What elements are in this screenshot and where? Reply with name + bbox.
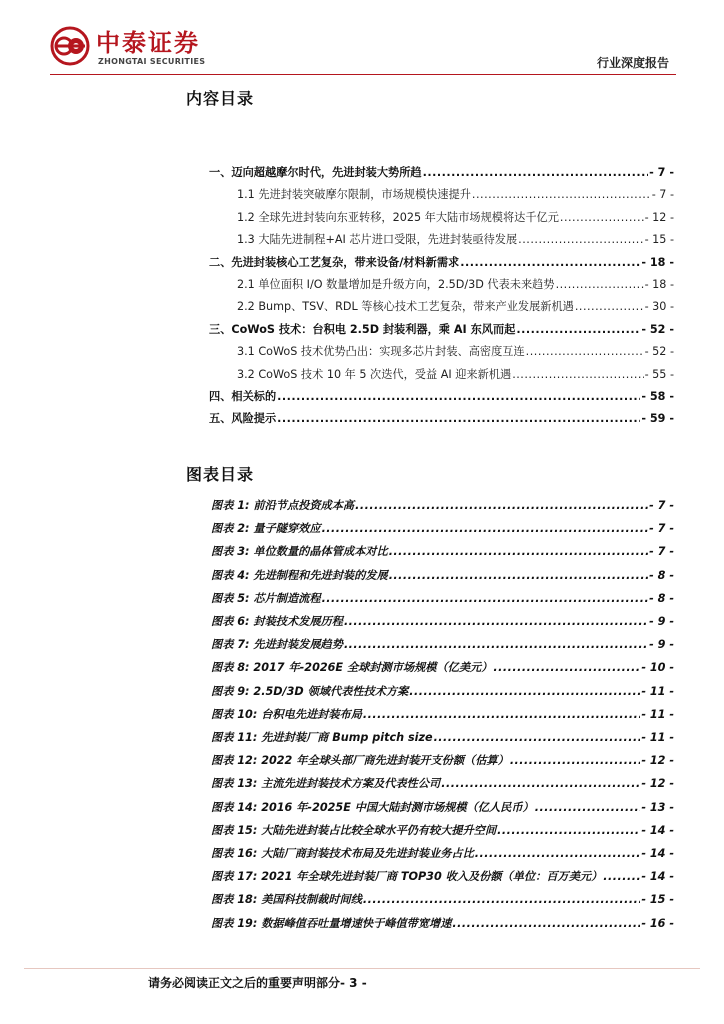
toc-entry-page: - 8 - bbox=[649, 568, 674, 582]
toc-chapter-entry[interactable] bbox=[209, 254, 674, 270]
toc-entry-label: 3.2 CoWoS 技术 10 年 5 次迭代，受益 AI 迎来新机遇 bbox=[237, 367, 512, 381]
toc-dot-leader bbox=[575, 300, 644, 313]
toc-entry-page: - 7 - bbox=[651, 188, 674, 202]
toc-entry-page: - 15 - bbox=[641, 893, 674, 907]
toc-dot-leader bbox=[277, 412, 640, 425]
page-header bbox=[0, 0, 724, 80]
figure-list-entry[interactable] bbox=[211, 613, 674, 629]
toc-entry-page: - 13 - bbox=[641, 800, 674, 814]
toc-entry-label: 图表 6: 封装技术发展历程 bbox=[211, 615, 343, 628]
toc-dot-leader bbox=[460, 256, 640, 269]
footer-disclaimer: 请务必阅读正文之后的重要声明部分 bbox=[148, 976, 341, 990]
figure-list-entry[interactable] bbox=[211, 775, 674, 791]
figure-list-entry[interactable] bbox=[211, 520, 674, 536]
toc-entry-label: 3.1 CoWoS 技术优势凸出：实现多芯片封装、高密度互连 bbox=[237, 345, 525, 359]
toc-chapter-entry[interactable] bbox=[209, 388, 674, 404]
toc-dot-leader bbox=[560, 211, 644, 224]
figure-list-entry[interactable] bbox=[211, 706, 674, 722]
figure-list-entry[interactable] bbox=[211, 845, 674, 861]
figure-list-entry[interactable] bbox=[211, 799, 674, 815]
toc-entry-page: - 30 - bbox=[644, 300, 674, 314]
toc-entry-label: 图表 5: 芯片制造流程 bbox=[211, 591, 321, 605]
contents-title: 内容目录 bbox=[186, 89, 255, 108]
toc-entry-label: 图表 18: 美国科技制裁时间线 bbox=[211, 893, 362, 907]
figure-list-entry[interactable] bbox=[211, 683, 674, 699]
toc-entry-page: - 11 - bbox=[641, 707, 674, 721]
toc-entry-page: - 12 - bbox=[644, 210, 674, 224]
toc-entry-page: - 14 - bbox=[641, 870, 674, 884]
toc-entry-page: - 9 - bbox=[649, 615, 674, 628]
toc-chapter-entry[interactable] bbox=[209, 164, 674, 180]
figure-list-entry[interactable] bbox=[211, 567, 674, 583]
figure-list-entry[interactable] bbox=[211, 659, 674, 675]
toc-entry-label: 图表 7: 先进封装发展趋势 bbox=[211, 638, 343, 652]
toc-entry-label: 一、迈向超越摩尔时代，先进封装大势所趋 bbox=[209, 166, 422, 179]
toc-entry-page: - 7 - bbox=[649, 166, 674, 179]
footer-page-number: - 3 - bbox=[340, 976, 367, 990]
figure-list-entry[interactable] bbox=[211, 729, 674, 745]
toc-dot-leader bbox=[452, 917, 640, 930]
toc-dot-leader bbox=[344, 615, 648, 628]
toc-entry-label: 图表 12: 2022 年全球头部厂商先进封装开支份额（估算） bbox=[211, 754, 509, 768]
toc-entry-page: - 12 - bbox=[641, 777, 674, 791]
toc-entry-label: 2.1 单位面积 I/O 数量增加是升级方向，2.5D/3D 代表未来趋势 bbox=[237, 278, 555, 291]
toc-section-entry[interactable] bbox=[237, 186, 674, 202]
toc-entry-page: - 11 - bbox=[641, 731, 674, 744]
toc-entry-page: - 14 - bbox=[641, 823, 674, 837]
toc-dot-leader bbox=[277, 390, 640, 403]
toc-entry-page: - 12 - bbox=[641, 754, 674, 768]
toc-dot-leader bbox=[510, 754, 641, 767]
toc-entry-page: - 58 - bbox=[641, 390, 674, 403]
figure-list-entry[interactable] bbox=[211, 891, 674, 907]
figures-title: 图表目录 bbox=[186, 465, 255, 484]
toc-entry-label: 图表 1: 前沿节点投资成本高 bbox=[211, 499, 355, 512]
toc-entry-page: - 15 - bbox=[644, 233, 674, 247]
toc-entry-page: - 7 - bbox=[649, 545, 674, 559]
toc-entry-page: - 11 - bbox=[641, 684, 674, 698]
toc-chapter-entry[interactable] bbox=[209, 321, 674, 337]
toc-entry-label: 图表 9: 2.5D/3D 领域代表性技术方案 bbox=[211, 684, 409, 698]
toc-entry-page: - 7 - bbox=[649, 499, 674, 512]
zhongtai-logo-icon bbox=[50, 26, 90, 66]
toc-entry-label: 三、CoWoS 技术：台积电 2.5D 封装利器，乘 AI 东风而起 bbox=[209, 322, 516, 336]
toc-entry-label: 图表 17: 2021 年全球先进封装厂商 TOP30 收入及份额（单位：百万美元） bbox=[211, 870, 603, 884]
toc-dot-leader bbox=[526, 345, 644, 358]
toc-dot-leader bbox=[441, 777, 640, 790]
toc-dot-leader bbox=[363, 893, 640, 906]
toc-entry-page: - 59 - bbox=[641, 412, 674, 426]
toc-dot-leader bbox=[409, 685, 640, 698]
toc-section-entry[interactable] bbox=[237, 343, 674, 359]
toc-dot-leader bbox=[434, 731, 641, 744]
toc-entry-label: 图表 3: 单位数量的晶体管成本对比 bbox=[211, 545, 388, 559]
toc-section-entry[interactable] bbox=[237, 298, 674, 314]
toc-entry-label: 图表 10: 台积电先进封装布局 bbox=[211, 707, 362, 721]
toc-entry-label: 图表 11: 先进封装厂商 Bump pitch size bbox=[211, 731, 433, 744]
figure-list-entry[interactable] bbox=[211, 590, 674, 606]
toc-entry-label: 图表 14: 2016 年-2025E 中国大陆封测市场规模（亿人民币） bbox=[211, 800, 534, 814]
figure-list-entry[interactable] bbox=[211, 543, 674, 559]
toc-entry-label: 图表 19: 数据峰值吞吐量增速快于峰值带宽增速 bbox=[211, 916, 452, 930]
toc-section-entry[interactable] bbox=[237, 276, 674, 292]
toc-dot-leader bbox=[516, 323, 640, 336]
toc-entry-page: - 18 - bbox=[641, 255, 674, 269]
page-footer bbox=[148, 974, 367, 991]
toc-entry-page: - 9 - bbox=[649, 638, 674, 652]
figure-list-entry[interactable] bbox=[211, 822, 674, 838]
toc-entry-page: - 16 - bbox=[641, 916, 674, 930]
toc-dot-leader bbox=[512, 368, 643, 381]
footer-divider bbox=[24, 968, 700, 969]
toc-entry-label: 2.2 Bump、TSV、RDL 等核心技术工艺复杂，带来产业发展新机遇 bbox=[237, 300, 574, 314]
header-divider bbox=[50, 74, 676, 75]
figure-list-entry[interactable] bbox=[211, 915, 674, 931]
logo-chinese-name: 中泰证券 bbox=[96, 29, 200, 57]
figure-list-entry[interactable] bbox=[211, 868, 674, 884]
toc-entry-label: 图表 8: 2017 年-2026E 全球封测市场规模（亿美元） bbox=[211, 661, 493, 675]
toc-entry-label: 图表 15: 大陆先进封装占比较全球水平仍有较大提升空间 bbox=[211, 823, 497, 837]
toc-dot-leader bbox=[493, 661, 640, 674]
toc-entry-label: 1.1 先进封装突破摩尔限制，市场规模快速提升 bbox=[237, 188, 471, 202]
toc-dot-leader bbox=[497, 824, 640, 837]
toc-dot-leader bbox=[322, 592, 649, 605]
toc-entry-label: 图表 16: 大陆厂商封装技术布局及先进封装业务占比 bbox=[211, 847, 474, 860]
toc-dot-leader bbox=[518, 233, 643, 246]
toc-dot-leader bbox=[363, 708, 640, 721]
toc-chapter-entry[interactable] bbox=[209, 410, 674, 426]
toc-entry-label: 图表 2: 量子隧穿效应 bbox=[211, 522, 321, 536]
toc-dot-leader bbox=[535, 801, 641, 814]
toc-entry-label: 四、相关标的 bbox=[209, 390, 277, 403]
toc-entry-page: - 18 - bbox=[644, 278, 674, 291]
toc-entry-page: - 10 - bbox=[641, 661, 674, 675]
figure-list-entry[interactable] bbox=[211, 636, 674, 652]
toc-dot-leader bbox=[344, 638, 648, 651]
toc-dot-leader bbox=[603, 870, 640, 883]
toc-entry-label: 1.2 全球先进封装向东亚转移，2025 年大陆市场规模将达千亿元 bbox=[237, 210, 559, 224]
toc-entry-page: - 52 - bbox=[641, 322, 674, 336]
figure-list-entry[interactable] bbox=[211, 752, 674, 768]
toc-entry-page: - 55 - bbox=[644, 367, 674, 381]
logo-english-name: ZHONGTAI SECURITIES bbox=[98, 57, 206, 66]
toc-dot-leader bbox=[389, 569, 648, 582]
toc-entry-label: 二、先进封装核心工艺复杂，带来设备/材料新需求 bbox=[209, 255, 460, 269]
toc-section-entry[interactable] bbox=[237, 209, 674, 225]
toc-entry-label: 1.3 大陆先进制程+AI 芯片进口受限，先进封装亟待发展 bbox=[237, 233, 518, 247]
toc-dot-leader bbox=[475, 847, 641, 860]
toc-dot-leader bbox=[355, 499, 648, 512]
toc-entry-page: - 52 - bbox=[644, 345, 674, 359]
toc-entry-label: 五、风险提示 bbox=[209, 412, 277, 426]
toc-entry-page: - 14 - bbox=[641, 847, 674, 860]
toc-entry-label: 图表 13: 主流先进封装技术方案及代表性公司 bbox=[211, 777, 441, 791]
toc-entry-label: 图表 4: 先进制程和先进封装的发展 bbox=[211, 568, 388, 582]
toc-dot-leader bbox=[556, 278, 644, 291]
toc-entry-page: - 7 - bbox=[649, 522, 674, 536]
toc-section-entry[interactable] bbox=[237, 366, 674, 382]
toc-dot-leader bbox=[423, 166, 649, 179]
toc-entry-page: - 8 - bbox=[649, 591, 674, 605]
toc-dot-leader bbox=[472, 188, 651, 201]
report-type-label: 行业深度报告 bbox=[596, 56, 669, 70]
toc-dot-leader bbox=[389, 545, 648, 558]
toc-dot-leader bbox=[322, 522, 649, 535]
toc-section-entry[interactable] bbox=[237, 231, 674, 247]
figure-list-entry[interactable] bbox=[211, 497, 674, 513]
